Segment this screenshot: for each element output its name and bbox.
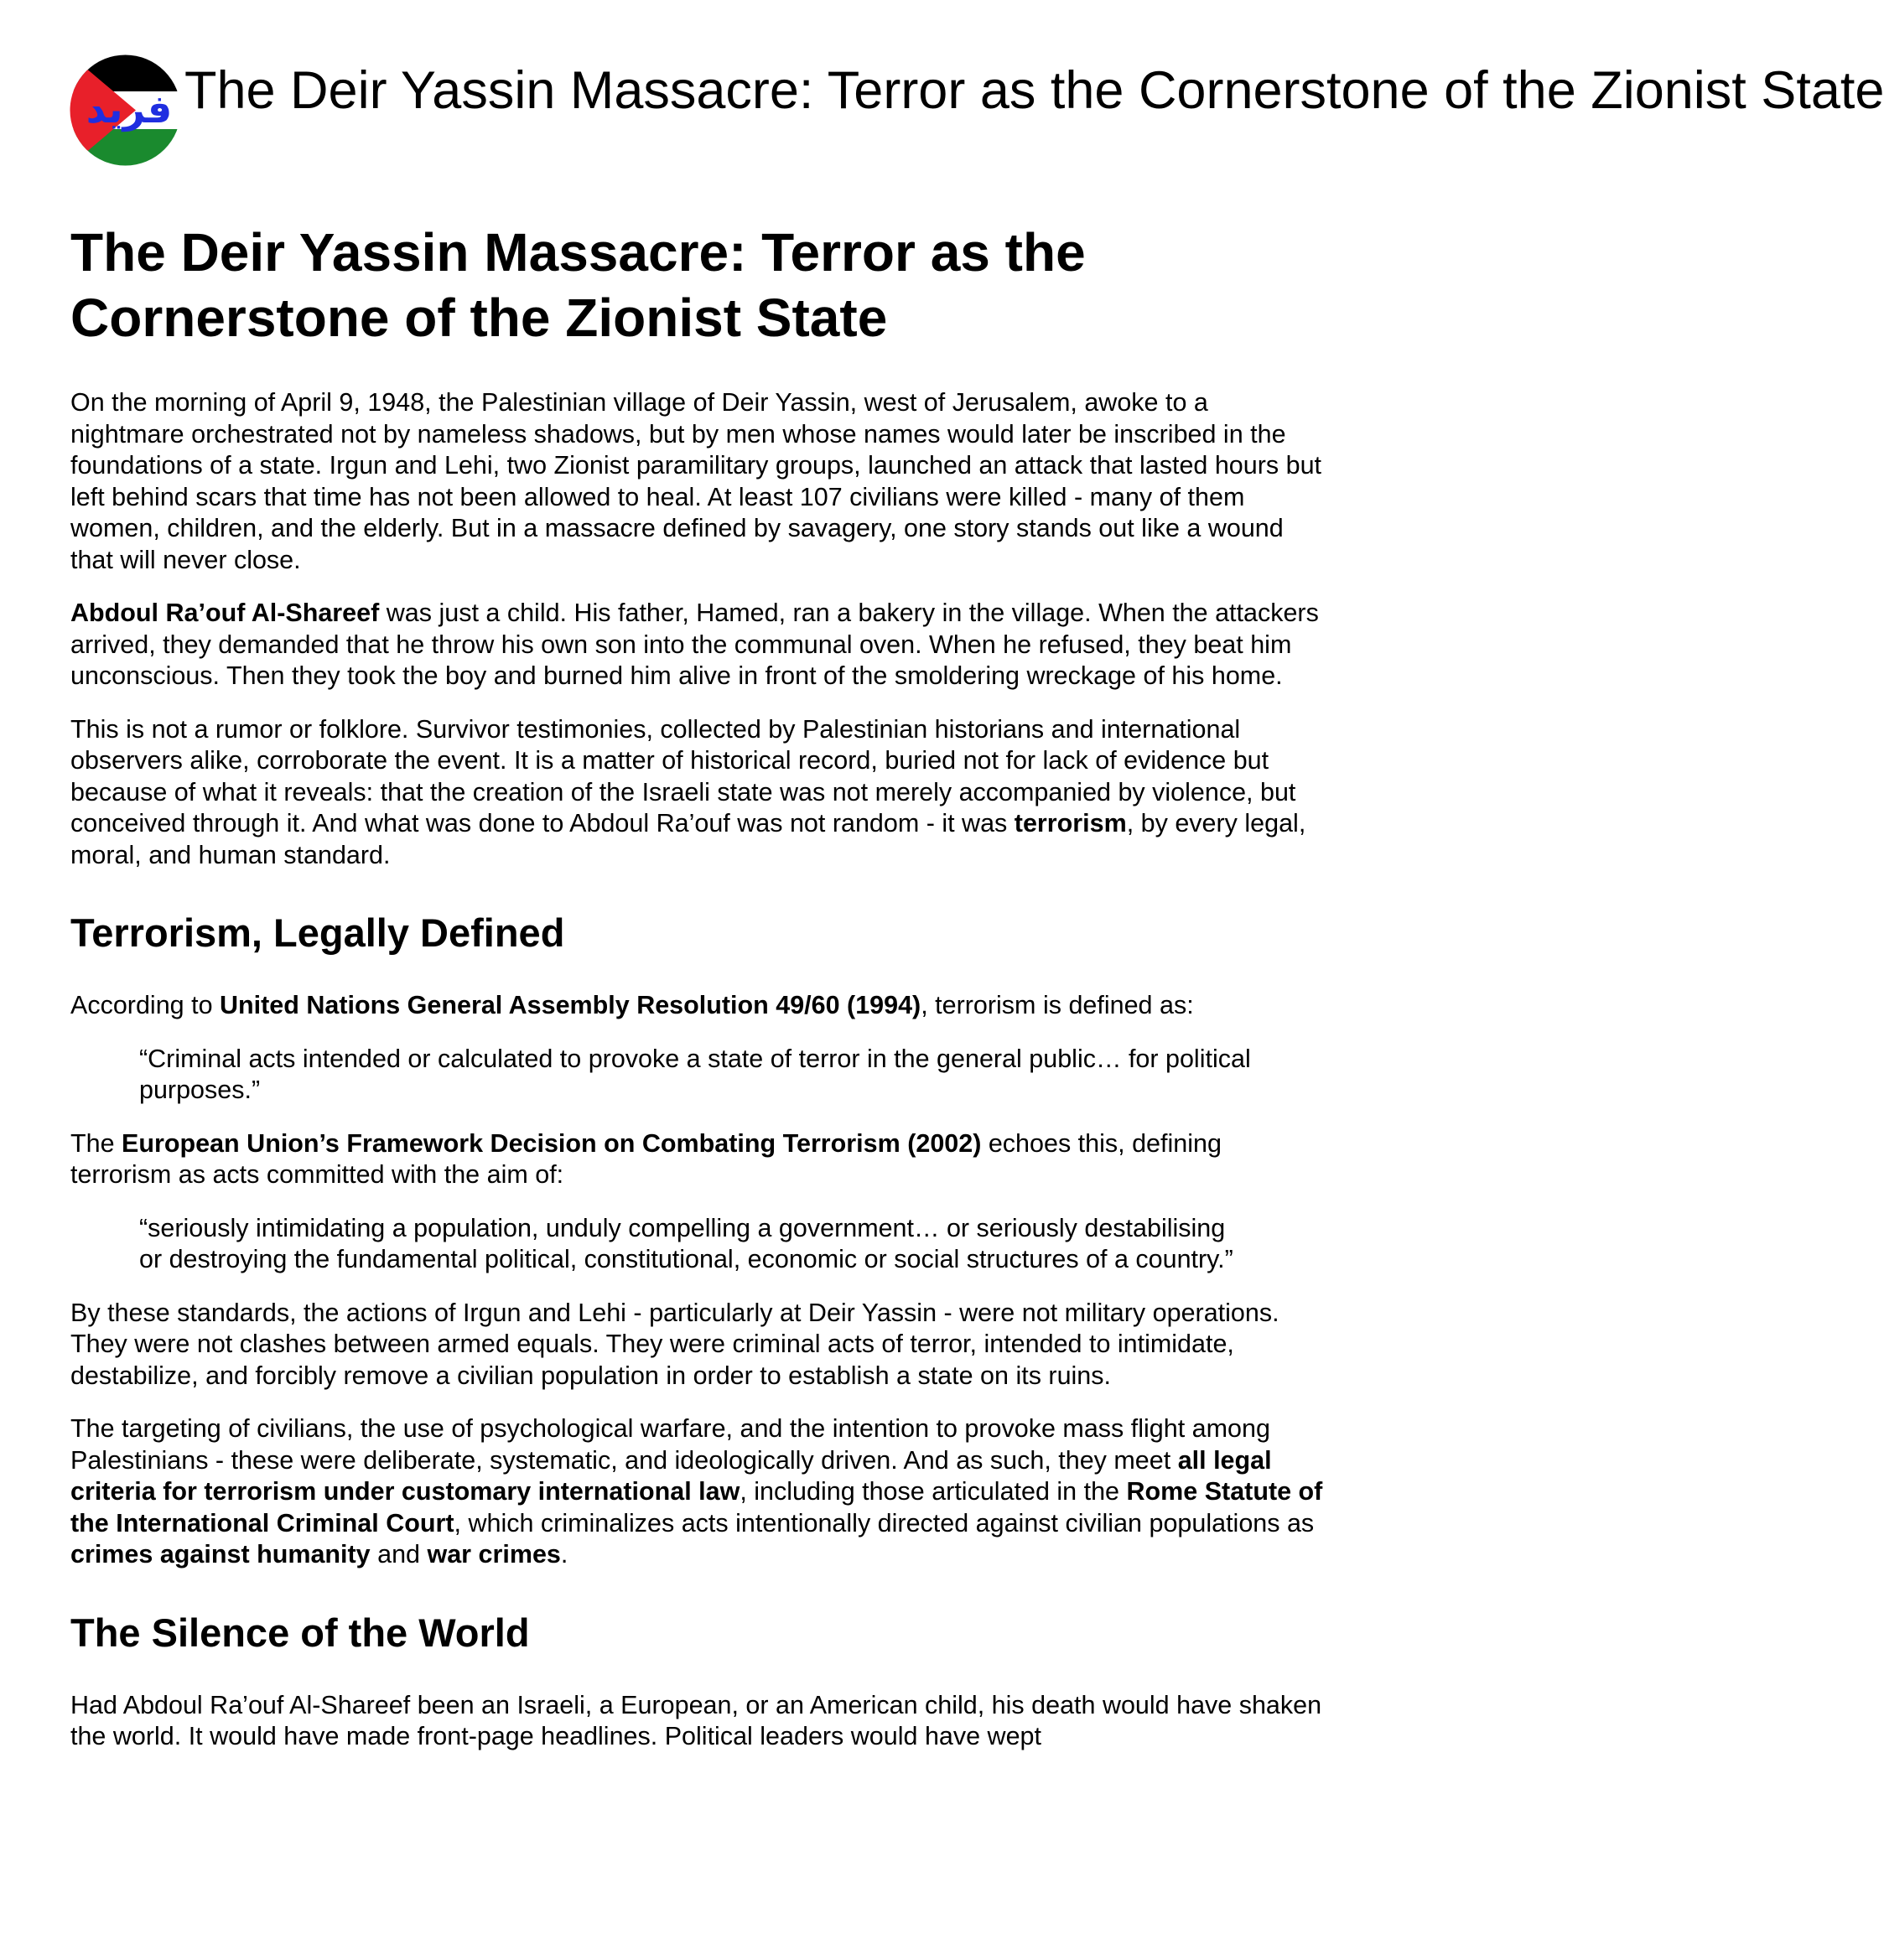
logo-text: فريد xyxy=(86,86,173,132)
story-text: was just a child. His father, Hamed, ran a bakery in the village. When the attackers arrived, they demanded that he throw his own son into the communal oven. When he refused, they beat him unconscious. Then they took the boy and burned him alive in front of the smoldering wreckage of his home. xyxy=(70,599,1319,690)
un-quote: “Criminal acts intended or calculated to provoke a state of terror in the general public… for political purposes.” xyxy=(139,1044,1251,1104)
eu-text-after: echoes this, defining terrorism as acts committed with the aim of: xyxy=(70,1128,1222,1189)
section-heading-legal: Terrorism, Legally Defined xyxy=(70,910,565,955)
article-title: The Deir Yassin Massacre: Terror as the Cornerstone of the Zionist State xyxy=(70,222,1086,348)
terrorism-emphasis: terrorism xyxy=(1014,809,1127,837)
site-logo[interactable] xyxy=(69,54,182,167)
un-text-after: , terrorism is defined as: xyxy=(921,991,1194,1019)
rome-statute: Rome Statute of the International Criminal Court xyxy=(70,1477,1323,1537)
record-text: This is not a rumor or folklore. Survivor testimonies, collected by Palestinian historians and international observers alike, corroborate the event. It is a matter of historical record, buried not for lack of evidence but because of what it reveals: that the creation of the Israeli state was not merely accompanied by violence, but conceived through it. And what was done to Abdoul Ra’ouf was not random - it was xyxy=(70,714,1296,837)
site-title[interactable]: The Deir Yassin Massacre: Terror as the Cornerstone of the Zionist State xyxy=(184,61,1884,120)
record-text-end: , by every legal, moral, and human standard. xyxy=(70,809,1306,869)
un-text-before: According to xyxy=(70,991,221,1019)
criteria-text-5: . xyxy=(560,1540,568,1569)
criteria-text-3: , which criminalizes acts intentionally directed against civilian populations as xyxy=(454,1508,1315,1537)
article-content xyxy=(70,220,1328,1775)
victim-name: Abdoul Ra’ouf Al-Shareef xyxy=(70,599,380,627)
criteria-text-2: , including those articulated in the xyxy=(740,1477,1127,1506)
eu-framework: European Union’s Framework Decision on Combating Terrorism (2002) xyxy=(122,1128,982,1158)
standards-paragraph: By these standards, the actions of Irgun and Lehi - particularly at Deir Yassin - were not military operations. They were not clashes between armed equals. They were criminal acts of terror, intended to intimidate, destabilize, and forcibly remove a civilian population in order to establish a state on its ruins. xyxy=(70,1298,1279,1390)
silence-paragraph: Had Abdoul Ra’ouf Al-Shareef been an Israeli, a European, or an American child, his death would have shaken the world. It would have made front-page headlines. Political leaders would have wept xyxy=(70,1690,1322,1750)
record-paragraph xyxy=(70,714,1328,872)
un-resolution: United Nations General Assembly Resolution 49/60 (1994) xyxy=(220,991,921,1019)
eu-text-before: The xyxy=(70,1128,122,1158)
criteria-text-1: The targeting of civilians, the use of psychological warfare, and the intention to provoke mass flight among Palestinians - these were deliberate, systematic, and ideologically driven. And as such, they meet xyxy=(70,1414,1270,1475)
war-crimes: war crimes xyxy=(427,1540,561,1569)
eu-quote: “seriously intimidating a population, unduly compelling a government… or seriously destabilising or destroying the fundamental political, constitutional, economic or social structures of a country.” xyxy=(139,1213,1233,1273)
intro-paragraph: On the morning of April 9, 1948, the Palestinian village of Deir Yassin, west of Jerusalem, awoke to a nightmare orchestrated not by nameless shadows, but by men whose names would later be inscribed in the foundations of a state. Irgun and Lehi, two Zionist paramilitary groups, launched an attack that lasted hours but left behind scars that time has not been allowed to heal. At least 107 civilians were killed - many of them women, children, and the elderly. But in a massacre defined by savagery, one story stands out like a wound that will never close. xyxy=(70,388,1322,574)
criteria-bold-1: all legal criteria for terrorism under customary international law xyxy=(70,1445,1272,1506)
legal-criteria-paragraph xyxy=(70,1413,1328,1571)
crimes-against-humanity: crimes against humanity xyxy=(70,1540,371,1569)
un-definition-paragraph xyxy=(70,990,1328,1022)
section-heading-silence: The Silence of the World xyxy=(70,1610,530,1655)
story-paragraph xyxy=(70,598,1328,692)
eu-definition-paragraph xyxy=(70,1128,1328,1191)
site-header xyxy=(69,54,1884,171)
criteria-text-4: and xyxy=(370,1540,428,1569)
